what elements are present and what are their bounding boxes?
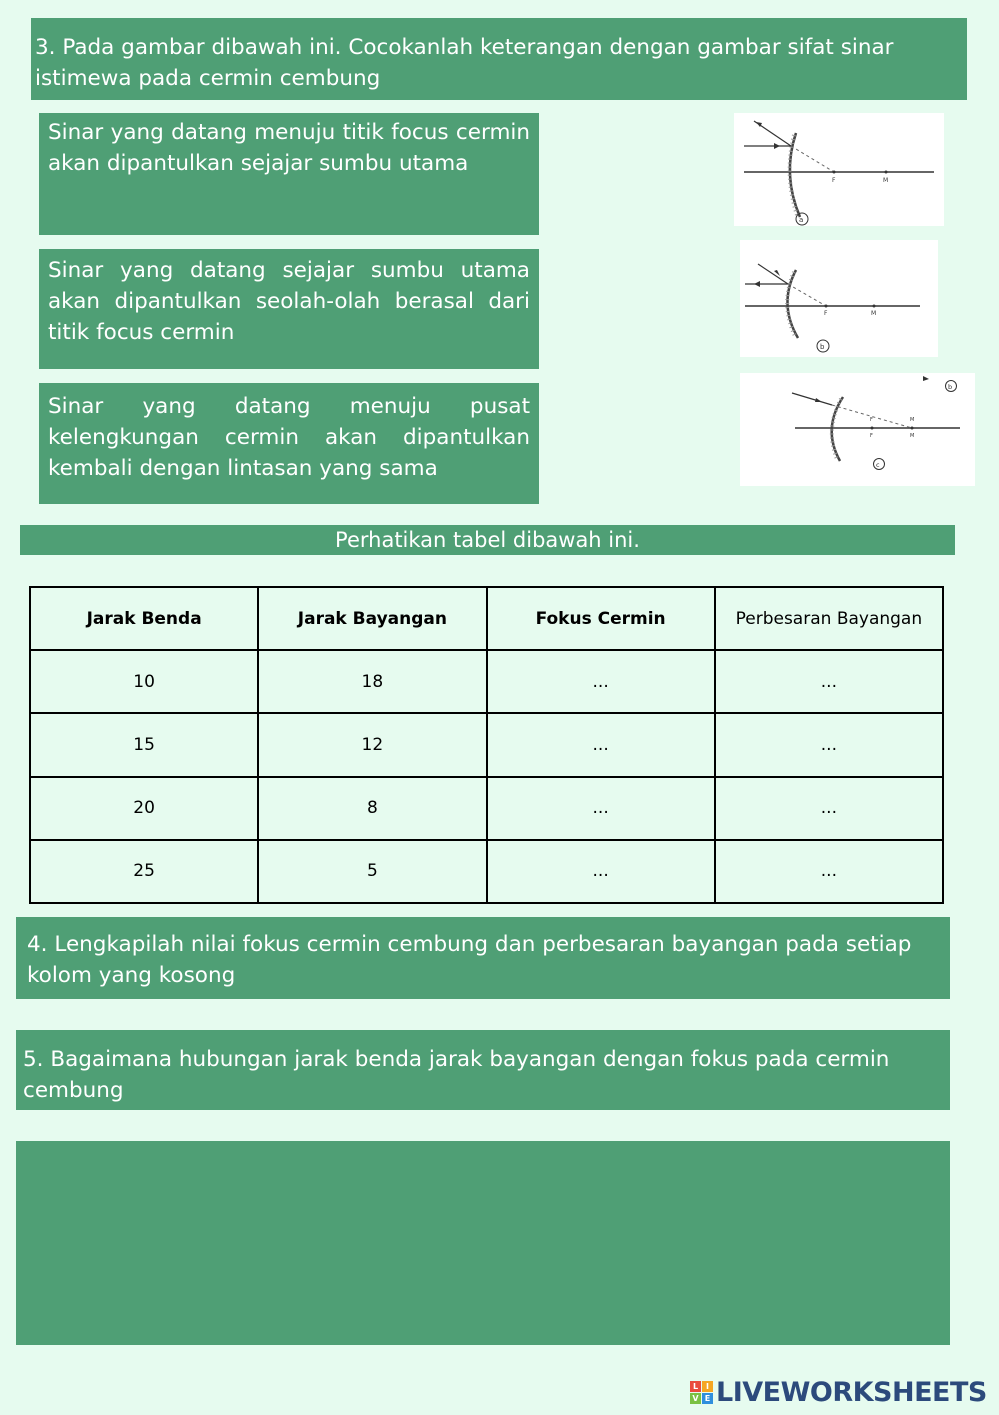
cell-fokus-input[interactable]: ... <box>487 840 715 903</box>
header-jarak-benda: Jarak Benda <box>30 587 258 650</box>
cell-jarak-bayangan: 5 <box>258 840 486 903</box>
svg-text:F: F <box>870 417 873 423</box>
cell-jarak-benda: 25 <box>30 840 258 903</box>
svg-text:F: F <box>824 310 828 317</box>
svg-text:M: M <box>871 310 877 317</box>
svg-text:b: b <box>948 383 953 391</box>
svg-text:c: c <box>876 461 880 469</box>
match-item-2[interactable]: Sinar yang datang sejajar sumbu utama akan dipantulkan seolah-olah berasal dari titik focus cermin <box>39 249 539 369</box>
table-row <box>30 650 943 713</box>
question-3: 3. Pada gambar dibawah ini. Cocokanlah keterangan dengan gambar sifat sinar istimewa pada cermin cembung <box>31 18 967 100</box>
svg-text:b: b <box>820 343 825 351</box>
diagram-a[interactable] <box>734 113 944 226</box>
question-5: 5. Bagaimana hubungan jarak benda jarak bayangan dengan fokus pada cermin cembung <box>16 1030 950 1110</box>
match-item-1[interactable]: Sinar yang datang menuju titik focus cermin akan dipantulkan sejajar sumbu utama <box>39 113 539 235</box>
diagram-b[interactable] <box>740 240 938 357</box>
svg-text:M: M <box>910 433 915 439</box>
match-item-3[interactable]: Sinar yang datang menuju pusat kelengkungan cermin akan dipantulkan kembali dengan lintasan yang sama <box>39 383 539 504</box>
svg-text:a: a <box>799 216 804 224</box>
cell-perbesaran-input[interactable]: ... <box>715 840 943 903</box>
liveworksheets-logo <box>690 1374 987 1410</box>
convex-mirror-diagram-b <box>740 240 938 357</box>
cell-perbesaran-input[interactable]: ... <box>715 777 943 840</box>
table-header-row <box>30 587 943 650</box>
table-row <box>30 713 943 776</box>
logo-text: LIVEWORKSHEETS <box>716 1376 987 1408</box>
table-row <box>30 777 943 840</box>
diagram-c[interactable] <box>740 373 975 486</box>
logo-mark-icon: L I V E <box>690 1381 713 1404</box>
convex-mirror-diagram-c <box>740 373 975 486</box>
svg-text:F: F <box>832 177 836 184</box>
cell-jarak-benda: 10 <box>30 650 258 713</box>
cell-fokus-input[interactable]: ... <box>487 650 715 713</box>
answer-textbox[interactable] <box>16 1141 950 1345</box>
svg-text:M: M <box>910 417 915 423</box>
cell-jarak-benda: 15 <box>30 713 258 776</box>
svg-text:M: M <box>883 177 889 184</box>
convex-mirror-diagram-a <box>734 113 944 226</box>
cell-fokus-input[interactable]: ... <box>487 777 715 840</box>
cell-perbesaran-input[interactable]: ... <box>715 650 943 713</box>
cell-jarak-benda: 20 <box>30 777 258 840</box>
cell-jarak-bayangan: 8 <box>258 777 486 840</box>
question-4: 4. Lengkapilah nilai fokus cermin cembung dan perbesaran bayangan pada setiap kolom yang kosong <box>16 917 950 999</box>
cell-fokus-input[interactable]: ... <box>487 713 715 776</box>
header-fokus-cermin: Fokus Cermin <box>487 587 715 650</box>
svg-text:F: F <box>870 433 873 439</box>
header-perbesaran-bayangan: Perbesaran Bayangan <box>715 587 943 650</box>
table-row <box>30 840 943 903</box>
table-instruction-banner: Perhatikan tabel dibawah ini. <box>20 525 955 555</box>
cell-perbesaran-input[interactable]: ... <box>715 713 943 776</box>
header-jarak-bayangan: Jarak Bayangan <box>258 587 486 650</box>
data-table <box>29 586 944 904</box>
cell-jarak-bayangan: 12 <box>258 713 486 776</box>
cell-jarak-bayangan: 18 <box>258 650 486 713</box>
